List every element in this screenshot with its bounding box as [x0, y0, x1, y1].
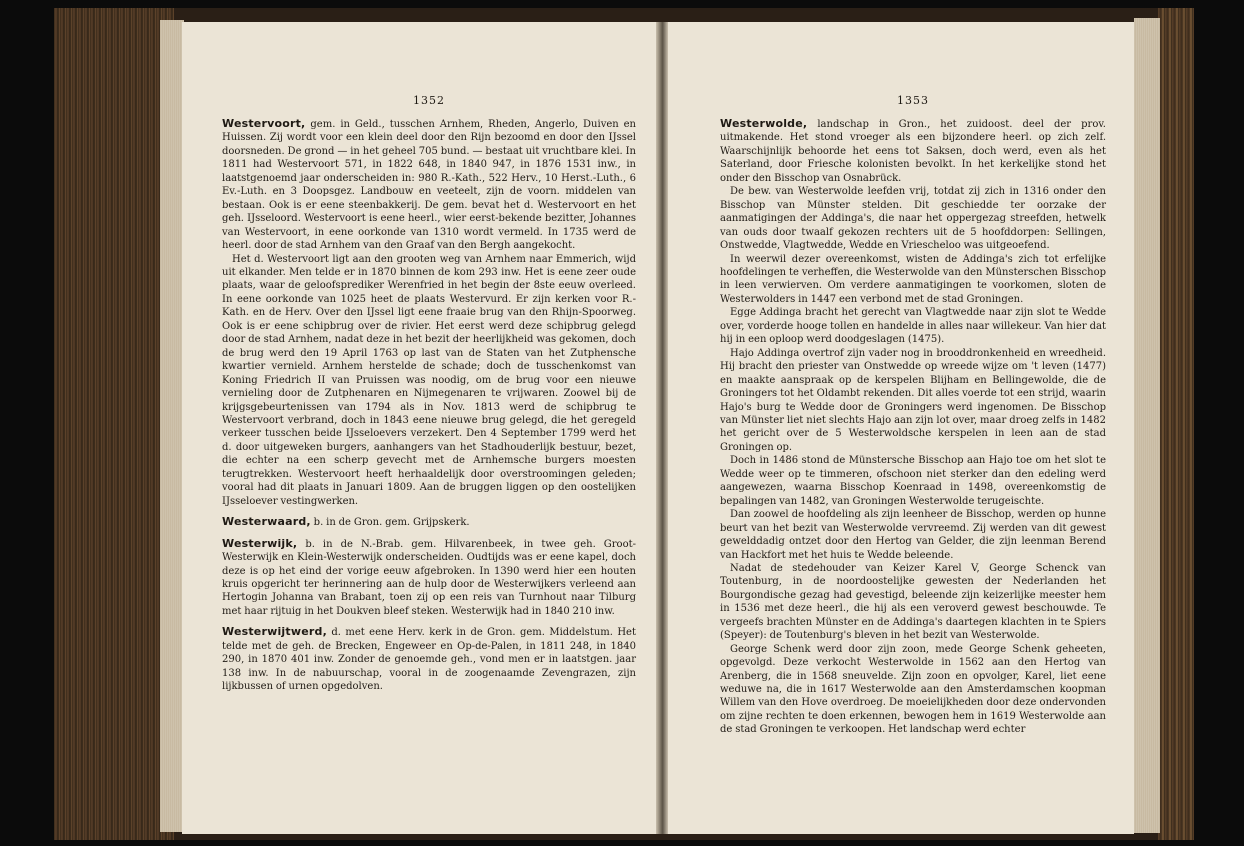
page-number: 1352: [413, 94, 445, 107]
entry-paragraph: [222, 117, 636, 253]
entry-westerwolde: [720, 117, 1106, 737]
entry-westerwijtwerd: [222, 625, 636, 693]
entry-paragraph: Dan zoowel de hoofdeling als zijn leenheer de Bisschop, werden op hunne beurt van het bezit van Westerwolde vervreemd. Zij werden van dit gewest gewelddadig ontzet door den Hertog van Gelder, die zijn leenman Berend van Hackfort met het huis te Wedde beleende.: [720, 509, 1106, 561]
page-edges-right: [1134, 18, 1160, 833]
page-text: [222, 117, 636, 694]
entry-paragraph: [222, 625, 636, 693]
book-gutter: [656, 22, 668, 834]
book-cover-right: [1158, 8, 1194, 840]
entry-body: b. in de Gron. gem. Grijpskerk.: [313, 517, 470, 529]
entry-paragraph: [222, 537, 636, 619]
page-text: [720, 117, 1106, 737]
entry-head: Westerwijk,: [222, 536, 298, 550]
entry-head: Westerwijtwerd,: [222, 625, 327, 639]
entry-paragraph: Egge Addinga bracht het gerecht van Vlagtwedde naar zijn slot te Wedde over, vorderde hooge tollen en handelde in alles naar willekeur. Van hier dat hij in een oploop werd doodgeslagen (1475).: [720, 307, 1106, 346]
left-page: [182, 22, 656, 834]
entry-head: Westervoort,: [222, 117, 306, 130]
entry-westervoort: [222, 117, 636, 508]
page-number: 1353: [897, 94, 929, 107]
entry-head: Westerwolde,: [720, 117, 808, 130]
entry-body: d. met eene Herv. kerk in de Gron. gem. Middelstum. Het telde met de geh. de Brecken, Engeweer en Op-de-Palen, in 1811 248, in 1840 290, in 1870 401 inw. Zonder de genoemde geh., vond men er in laatstgen. jaar 138 inw. In de nabuurschap, vooral in de zoogenaamde Zevengrazen, zijn lijkbussen of urnen opgedolven.: [222, 627, 636, 693]
entry-head: Westerwaard,: [222, 515, 311, 529]
entry-paragraph: Doch in 1486 stond de Münstersche Bisschop aan Hajo toe om het slot te Wedde weer op te timmeren, ofschoon niet sterker dan den edeling werd aangewezen, waarna Bisschop Koenraad in 1498, overeenkomstig de bepalingen van 1482, van Groningen Westerwolde terugeischte.: [720, 455, 1106, 507]
entry-body: landschap in Gron., het zuidoost. deel der prov. uitmakende. Het stond vroeger als een bijzondere heerl. op zich zelf. Waarschijnlijk behoorde het eens tot Saksen, doch werd, even als het Saterland, door Friesche kolonisten bevolkt. In het kerkelijke stond het onder den Bisschop van Osnabrück.: [720, 119, 1106, 184]
book-cover-left: [54, 8, 174, 840]
entry-paragraph: George Schenk werd door zijn zoon, mede George Schenk geheeten, opgevolgd. Deze verkocht Westerwolde in 1562 aan den Hertog van Arenberg, die in 1568 sneuvelde. Zijn zoon en opvolger, Karel, liet eene weduwe na, die in 1617 Westerwolde aan den Amsterdamschen koopman Willem van den Hove overdroeg. De moeielijkheden door deze ondervonden om zijne rechten te doen erkennen, bewogen hem in 1619 Westerwolde aan de stad Groningen te verkoopen. Het landschap werd echter: [720, 643, 1106, 736]
entry-westerwijk: [222, 537, 636, 619]
page-edges-left: [160, 20, 184, 832]
entry-body: b. in de N.-Brab. gem. Hilvarenbeek, in twee geh. Groot-Westerwijk en Klein-Westerwijk onderscheiden. Oudtijds was er eene kapel, doch deze is op het eind der vorige eeuw afgebroken. In 1390 werd hier een houten kruis opgericht ter herinnering aan de hulp door de Westerwijkers verleend aan Hertogin Johanna van Brabant, toen zij op een reis van Turnhout naar Tilburg met haar rijtuig in het Doukven bleef steken. Westerwijk had in 1840 210 inw.: [222, 538, 636, 617]
entry-paragraph: Nadat de stedehouder van Keizer Karel V, George Schenck van Toutenburg, in de noordoostelijke gewesten der Nederlanden het Bourgondische gezag had gevestigd, beleende zijn keizerlijke meester hem in 1536 met deze heerl., die hij als een veroverd gewest beschouwde. Te vergeefs brachten Münster en de Addinga's daartegen klachten in te Spiers (Speyer): de Toutenburg's bleven in het bezit van Westerwolde.: [720, 562, 1106, 642]
right-page: [668, 22, 1134, 834]
entry-paragraph: [222, 515, 636, 529]
entry-paragraph: In weerwil dezer overeenkomst, wisten de Addinga's zich tot erfelijke hoofdelingen te verheffen, die Westerwolde van den Münsterschen Bisschop in leen verwierven. Om verdere aanmatigingen te voorkomen, sloten de Westerwolders in 1447 een verbond met de stad Groningen.: [720, 253, 1106, 305]
entry-paragraph: Het d. Westervoort ligt aan den grooten weg van Arnhem naar Emmerich, wijd uit elkander. Men telde er in 1870 binnen de kom 293 inw. Het is eene zeer oude plaats, waar de geloofsprediker Werenfried in het begin der 8ste eeuw overleed. In eene oorkonde van 1025 heet de plaats Westervurd. Er zijn kerken voor R.-Kath. en de Herv. Over den IJssel ligt eene fraaie brug van den Rhijn-Spoorweg. Ook is er eene schipbrug over de rivier. Het eerst werd deze schipbrug gelegd door de stad Arnhem, nadat deze in het bezit der heerlijkheid was gekomen, doch de brug werd den 19 April 1763 op last van de Staten van het Zutphensche kwartier vernield. Arnhem herstelde de schade; doch de tusschenkomst van Koning Friedrich II van Pruissen was noodig, om de brug voor een nieuwe vernieling door de Zutphenaren en Nijmegenaren te vrijwaren. Zoowel bij de krijgsgebeurtenissen van 1794 als in Nov. 1813 werd de schipbrug te Westervoort verbrand, doch in 1843 eene nieuwe brug gelegd, die het geregeld verkeer tusschen beide IJsseloevers verzekert. Den 4 September 1799 werd het d. door uitgeweken burgers, aanhangers van het Stadhouderlijk bestuur, bezet, die echter na een scherp gevecht met de Arnhemsche burgers moesten terugtrekken. Westervoort heeft herhaaldelijk door overstroomingen geleden; vooral had dit plaats in Januari 1809. Aan de bruggen liggen op den oostelijken IJsseloever vestingwerken.: [222, 253, 636, 507]
entry-paragraph: [720, 117, 1106, 185]
entry-paragraph: De bew. van Westerwolde leefden vrij, totdat zij zich in 1316 onder den Bisschop van Münster stelden. Dit geschiedde ter oorzake der aanmatigingen der Addinga's, die naar het oppergezag streefden, hetwelk van ouds door twaalf gekozen rechters uit de 5 hoofddorpen: Sellingen, Onstwedde, Vlagtwedde, Wedde en Vriescheloo was uitgeoefend.: [720, 186, 1106, 252]
entry-westerwaard: [222, 515, 636, 529]
entry-body: gem. in Geld., tusschen Arnhem, Rheden, Angerlo, Duiven en Huissen. Zij wordt voor een klein deel door den Rijn bezoomd en door den IJssel doorsneden. De grond — in het geheel 705 bund. — bestaat uit vruchtbare klei. In 1811 had Westervoort 571, in 1822 648, in 1840 947, in 1876 1531 inw., in laatstgenoemd jaar onderscheiden in: 980 R.-Kath., 522 Herv., 10 Herst.-Luth., 6 Ev.-Luth. en 3 Doopsgez. Landbouw en veeteelt, zijn de voorn. middelen van bestaan. Ook is er eene steenbakkerij. De gem. bevat het d. Westervoort en het geh. IJsseloord. Westervoort is eene heerl., wier eerst-bekende bezitter, Johannes van Westervoort, in eene oorkonde van 1310 wordt vermeld. In 1735 werd de heerl. door de stad Arnhem van den Graaf van den Bergh aangekocht.: [222, 119, 636, 252]
entry-paragraph: Hajo Addinga overtrof zijn vader nog in brooddronkenheid en wreedheid. Hij bracht den priester van Onstwedde op wreede wijze om 't leven (1477) en maakte aanspraak op de kerspelen Blijham en Bellingewolde, die de Groningers tot het Oldambt rekenden. Dit alles voerde tot een strijd, waarin Hajo's burg te Wedde door de Groningers werd ingenomen. De Bisschop van Münster liet niet slechts Hajo aan zijn lot over, maar droeg zelfs in 1482 het gericht over de 5 Westerwoldsche kerspelen in leen aan de stad Groningen op.: [720, 347, 1106, 453]
